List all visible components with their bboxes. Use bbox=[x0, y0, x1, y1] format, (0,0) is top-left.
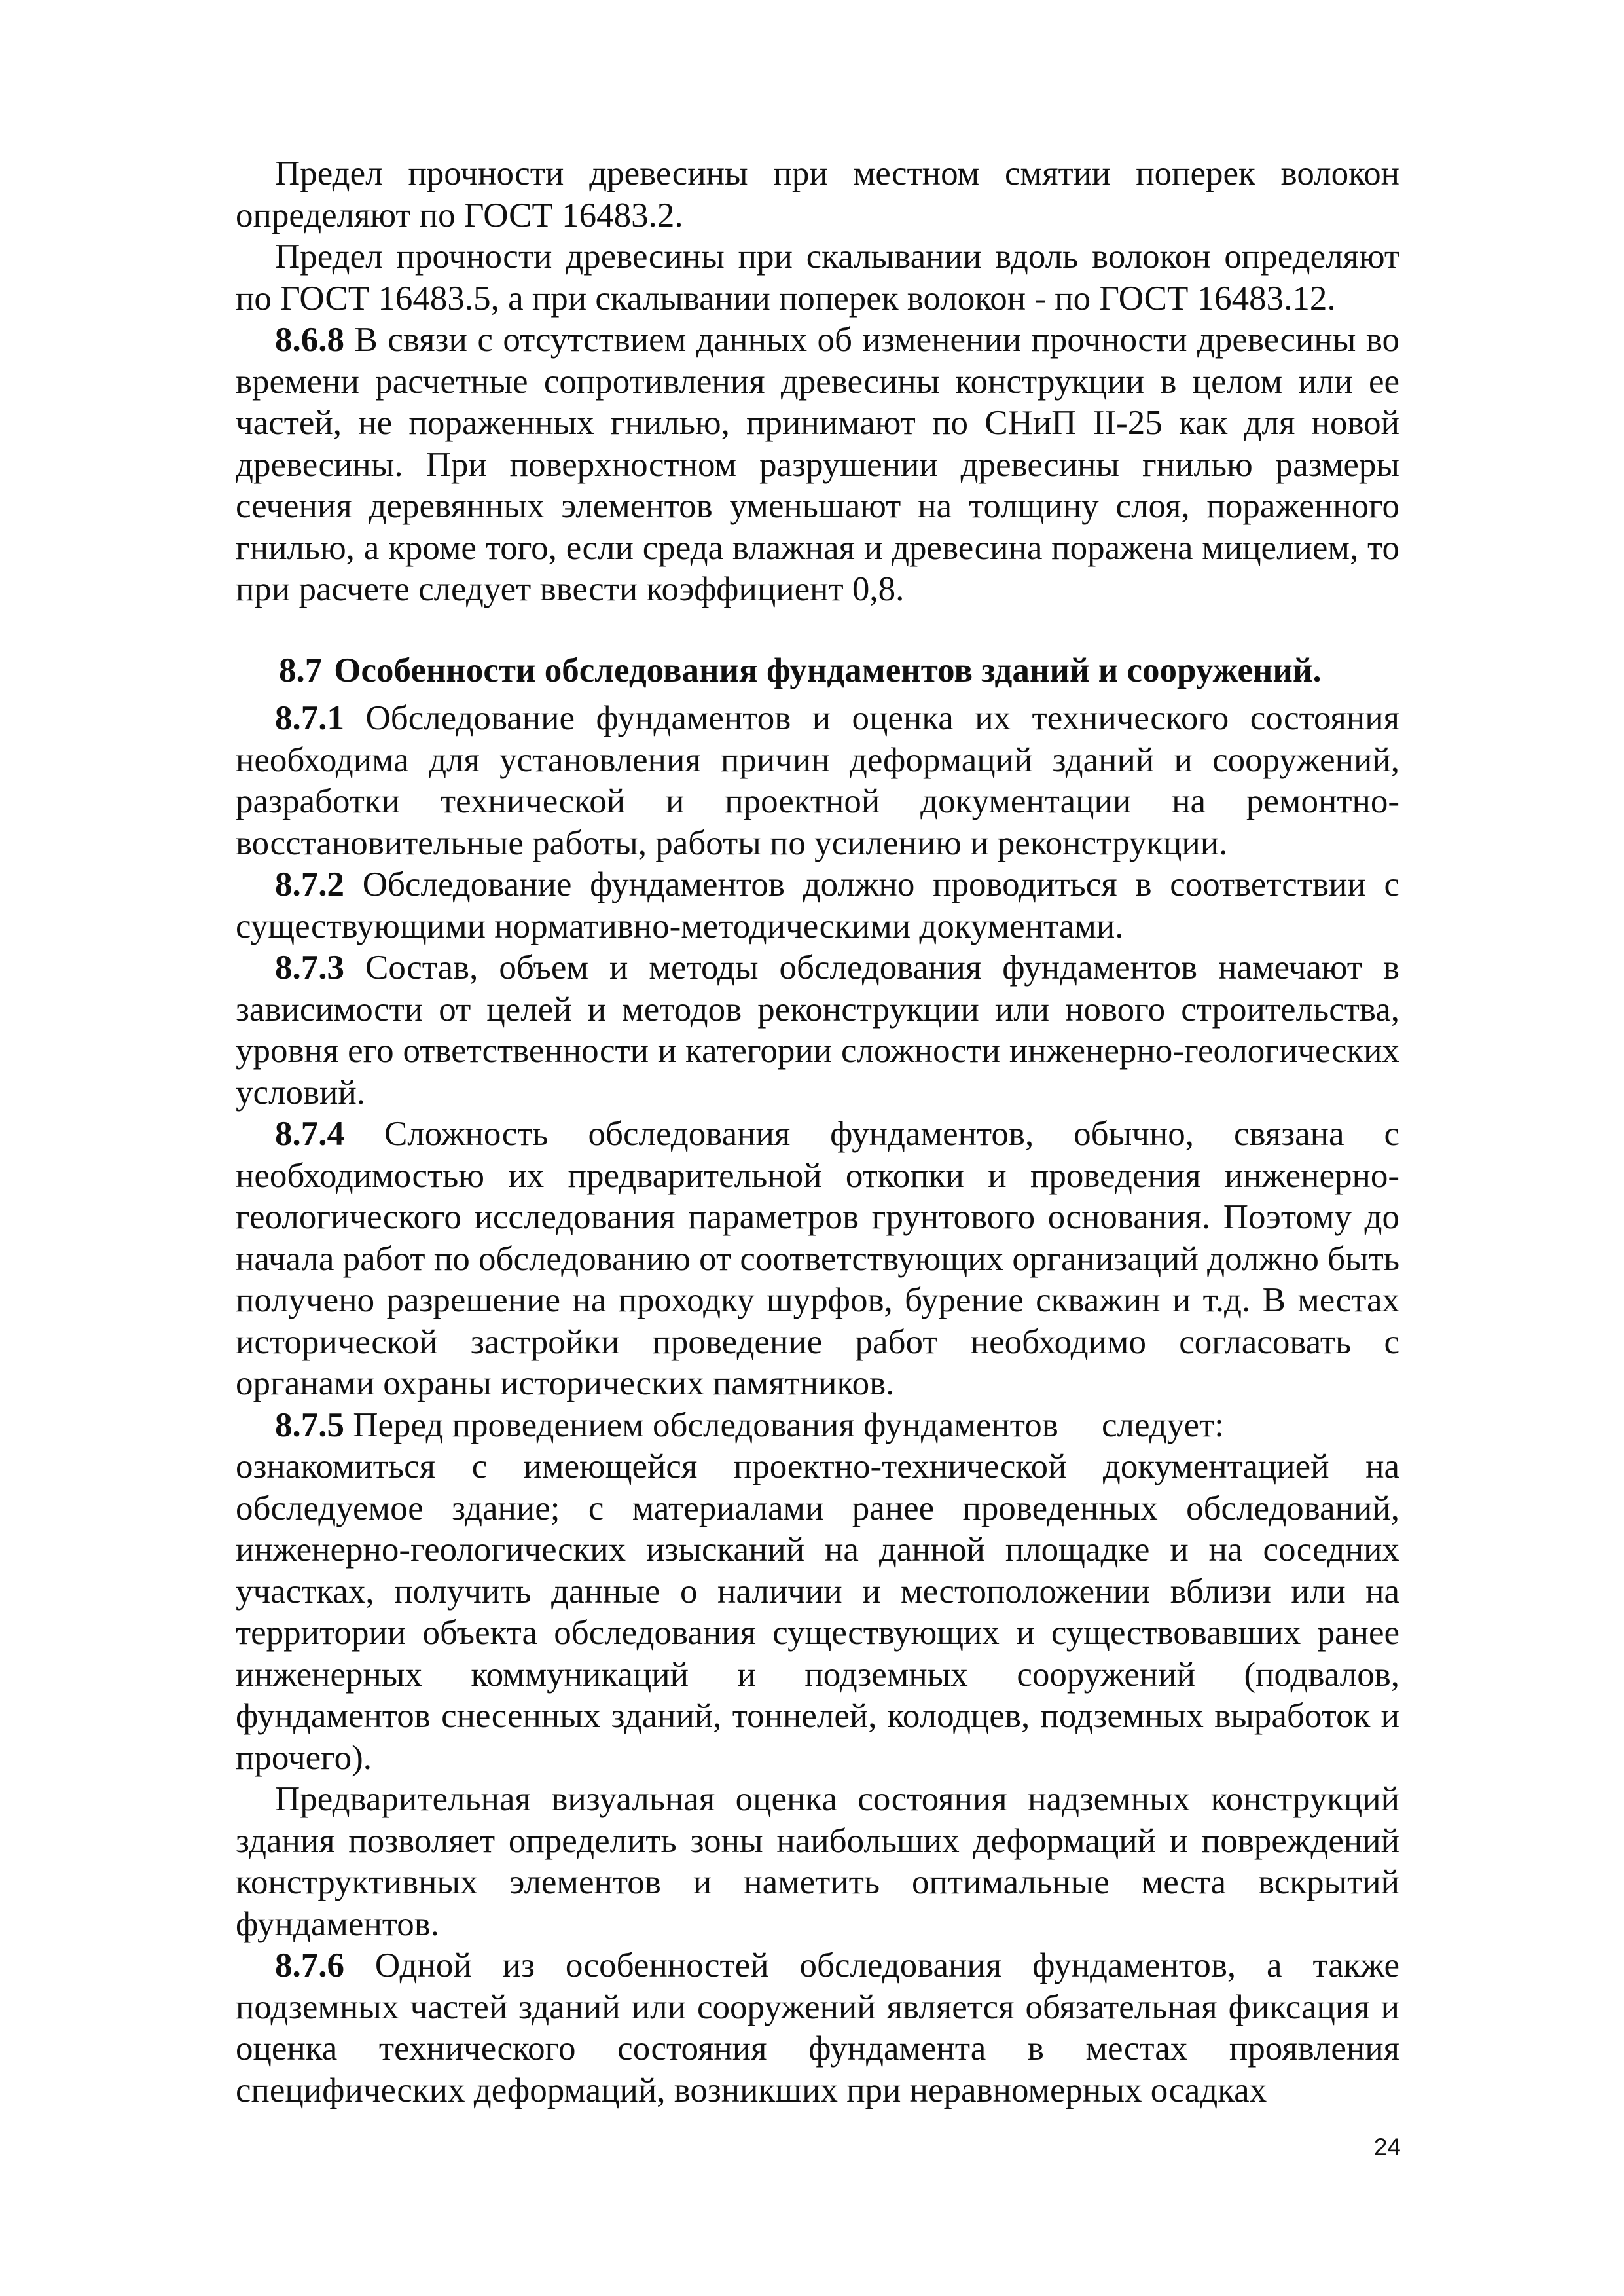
paragraph-crushing-strength: Предел прочности древесины при местном смятии поперек волокон определяют по ГОСТ 16483.2. bbox=[236, 155, 1399, 234]
clause-text: Обследование фундаментов и оценка их технического состояния необходима для установления причин деформаций зданий и сооружений, разработки технической и проектной документации на ремонтно-восстановительные работы, работы по усилению и реконструкции. bbox=[236, 699, 1399, 862]
clause-number: 8.7.4 bbox=[275, 1115, 344, 1153]
paragraph-8-7-1 bbox=[236, 698, 1399, 864]
clause-number: 8.7.1 bbox=[275, 699, 344, 737]
clause-text: Обследование фундаментов должно проводиться в соответствии с существующими нормативно-методическими документами. bbox=[236, 866, 1399, 945]
clause-number: 8.7.5 bbox=[275, 1406, 344, 1444]
clause-text: Одной из особенностей обследования фундаментов, а также подземных частей зданий или сооружений является обязательная фиксация и оценка технического состояния фундамента в местах проявления специфических деформаций, возникших при неравномерных осадках bbox=[236, 1946, 1399, 2109]
clause-text: Сложность обследования фундаментов, обычно, связана с необходимостью их предварительной откопки и проведения инженерно-геологического исследования параметров грунтового основания. Поэтому до начала работ по обследованию от соответствующих организаций должно быть получено разрешение на проходку шурфов, бурение скважин и т.д. В местах исторической застройки проведение работ необходимо согласовать с органами охраны исторических памятников. bbox=[236, 1115, 1399, 1402]
clause-number: 8.7.2 bbox=[275, 866, 344, 903]
paragraph-8-6-8 bbox=[236, 319, 1399, 611]
clause-text: Перед проведением обследования фундаментов следует: bbox=[344, 1406, 1224, 1444]
paragraph-8-7-2 bbox=[236, 864, 1399, 947]
page-body bbox=[236, 153, 1399, 2111]
paragraph-8-7-6 bbox=[236, 1945, 1399, 2111]
page-number: 24 bbox=[1373, 2134, 1401, 2160]
clause-number: 8.7.6 bbox=[275, 1946, 344, 1984]
paragraph-8-7-4 bbox=[236, 1114, 1399, 1405]
paragraph-8-7-5-continuation: ознакомиться с имеющейся проектно-технической документацией на обследуемое здание; с материалами ранее проведенных обследований, инженерно-геологических изысканий на данной площадке и на соседних участках, получить данные о наличии и местоположении вблизи или на территории объекта обследования существующих и существовавших ранее инженерных коммуникаций и подземных сооружений (подвалов, фундаментов снесенных зданий, тоннелей, колодцев, подземных выработок и прочего). bbox=[236, 1448, 1399, 1777]
clause-number: 8.7.3 bbox=[275, 949, 344, 987]
section-title: Особенности обследования фундаментов зданий и сооружений. bbox=[334, 651, 1322, 689]
section-number: 8.7 bbox=[279, 651, 323, 689]
clause-number: 8.6.8 bbox=[275, 321, 344, 359]
section-heading-8-7 bbox=[236, 650, 1399, 692]
paragraph-shear-strength: Предел прочности древесины при скалывании вдоль волокон определяют по ГОСТ 16483.5, а при скалывании поперек волокон - по ГОСТ 16483.12. bbox=[236, 238, 1399, 318]
paragraph-visual-assessment: Предварительная визуальная оценка состояния надземных конструкций здания позволяет определить зоны наибольших деформаций и повреждений конструктивных элементов и наметить оптимальные места вскрытий фундаментов. bbox=[236, 1780, 1399, 1943]
clause-text: В связи с отсутствием данных об изменении прочности древесины во времени расчетные сопротивления древесины конструкции в целом или ее частей, не пораженных гнилью, принимают по СНиП II-25 как для новой древесины. При поверхностном разрушении древесины гнилью размеры сечения деревянных элементов уменьшают на толщину слоя, пораженного гнилью, а кроме того, если среда влажная и древесина поражена мицелием, то при расчете следует ввести коэффициент 0,8. bbox=[236, 321, 1399, 608]
paragraph-8-7-5 bbox=[236, 1405, 1399, 1447]
paragraph-8-7-3 bbox=[236, 947, 1399, 1114]
clause-text: Состав, объем и методы обследования фундаментов намечают в зависимости от целей и методов реконструкции или нового строительства, уровня его ответственности и категории сложности инженерно-геологических условий. bbox=[236, 949, 1399, 1112]
